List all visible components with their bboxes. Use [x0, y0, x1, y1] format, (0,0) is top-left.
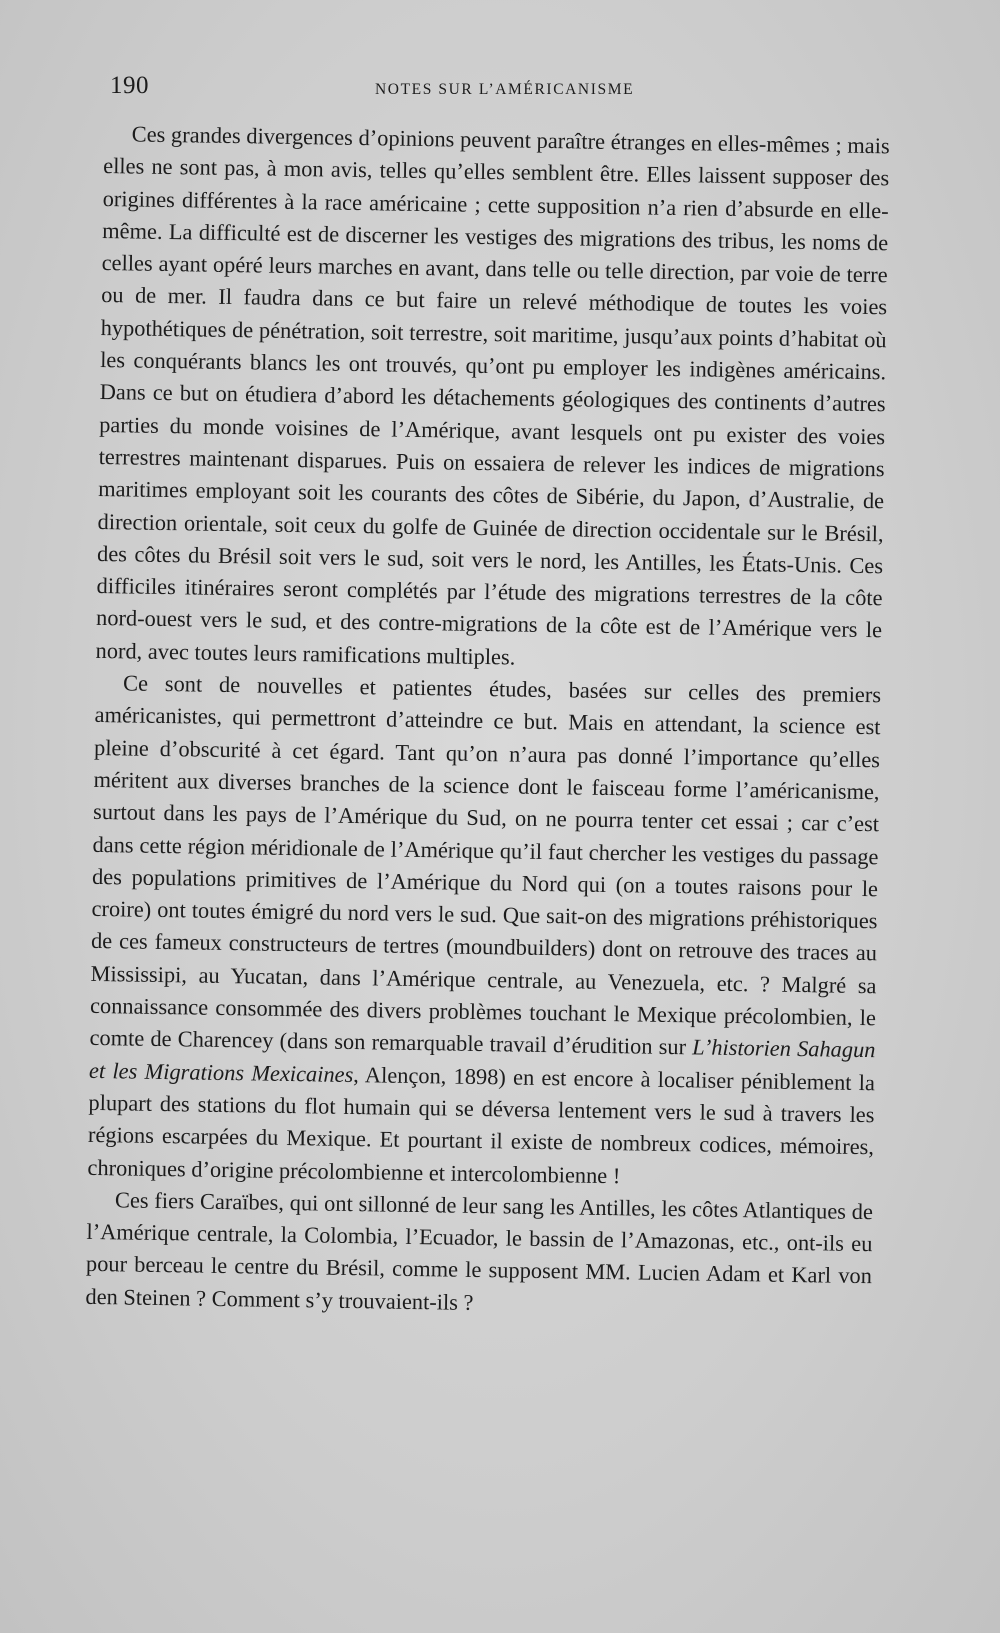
page-header: [110, 72, 910, 102]
paragraph-2: [87, 667, 881, 1196]
page-number: 190: [110, 72, 149, 99]
paragraph-3: Ces fiers Caraïbes, qui ont sillonné de leur sang les Antilles, les côtes Atlantiques de l’Amérique centrale, la Colombia, l’Ecuador, le bassin de l’Amazonas, etc., ont-ils eu pour berceau le centre du Brésil, comme le supposent MM. Lucien Adam et Karl von den Steinen ? Comment s’y trouvaient-ils ?: [85, 1187, 874, 1315]
paragraph-1: Ces grandes divergences d’opinions peuvent paraître étranges en elles-mêmes ; mais elles ne sont pas, à mon avis, telles qu’elles semblent être. Elles laissent supposer des origines différentes à la race américaine ; cette supposition n’a rien d’absurde en elle-même. La difficulté est de discerner les vestiges des migrations des tribus, les noms de celles ayant opéré leurs marches en avant, dans telle ou telle direction, par voie de terre ou de mer. Il faudra dans ce but faire un relevé méthodique de toutes les voies hypothétiques de pénétration, soit terrestre, soit maritime, jusqu’aux points d’habitat où les conquérants blancs les ont trouvés, qu’ont pu employer les indigènes américains. Dans ce but on étudiera d’abord les détachements géologiques des continents d’autres parties du monde voisines de l’Amérique, avant lesquels ont pu exister des voies terrestres maintenant disparues. Puis on essaiera de relever les indices de migrations maritimes employant soit les courants des côtes de Sibérie, du Japon, d’Australie, de direction orientale, soit ceux du golfe de Guinée de direction occidentale sur le Brésil, des côtes du Brésil soit vers le sud, soit vers le nord, les Antilles, les États-Unis. Ces difficiles itinéraires seront complétés par l’étude des migrations terrestres de la côte nord-ouest vers le sud, et des contre-migrations de la côte est de l’Amérique vers le nord, avec toutes leurs ramifications multiples.: [95, 121, 890, 670]
paragraph-2-text-after-italic: , Alençon, 1898) en est encore à localiser péniblement la plupart des stations du flot humain qui se déversa lentement vers le sud à travers les régions escarpées du Mexique. Et pourtant il existe de nombreux codices, mémoires, chroniques d’origine précolombienne et intercolombienne !: [87, 1061, 876, 1188]
book-title-italic: L’historien Sahagun et les Migrations Mexicaines: [88, 1034, 876, 1087]
running-title: NOTES SUR L’AMÉRICANISME: [375, 81, 635, 98]
paragraph-2-text-before-italic: Ce sont de nouvelles et patientes études, basées sur celles des premiers américanistes, qui permettront d’atteindre ce but. Mais en attendant, la science est pleine d’obscurité à cet égard. Tant qu’on n’aura pas donné l’importance qu’elles méritent aux diverses branches de la science dont le faisceau forme l’américanisme, surtout dans les pays de l’Amérique du Sud, on ne pourra tenter cet essai ; car c’est dans cette région méridionale de l’Amérique qu’il faut chercher les vestiges du passage des populations primitives de l’Amérique du Nord qui (on a toutes raisons pour le croire) ont toutes émigré du nord vers le sud. Que sait-on des migrations préhistoriques de ces fameux constructeurs de tertres (moundbuilders) dont on retrouve des traces au Mississipi, au Yucatan, dans l’Amérique centrale, au Venezuela, etc. ? Malgré sa connaissance consommée des divers problèmes touchant le Mexique précolombien, le comte de Charencey (dans son remarquable travail d’érudition sur: [89, 670, 882, 1060]
body-text: [85, 118, 890, 1325]
